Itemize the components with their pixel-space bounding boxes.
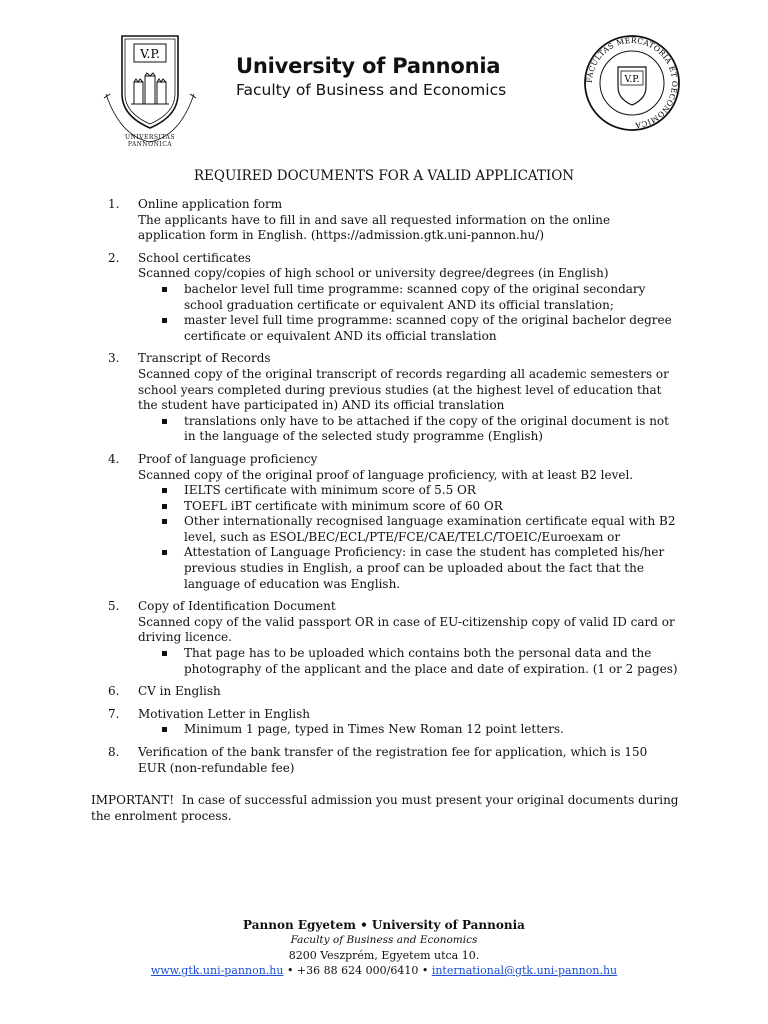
item-heading-line <box>138 707 678 723</box>
item-heading-line <box>138 351 678 367</box>
square-bullet-icon <box>162 488 167 493</box>
bullet-item <box>138 545 678 592</box>
bullet-item <box>138 414 678 445</box>
item-bullets <box>138 414 678 445</box>
requirements-list <box>108 197 678 783</box>
item-description: Scanned copy of the original proof of language proficiency, with at least B2 level. <box>138 467 634 482</box>
important-text-after: your original documents during the enrolment process. <box>91 793 679 823</box>
footer-institution: Pannon Egyetem • University of Pannonia <box>243 918 525 932</box>
footer <box>0 918 768 978</box>
item-heading-line <box>138 745 678 776</box>
item-heading-line <box>138 599 678 615</box>
item-number: 7. <box>108 706 120 721</box>
university-name: University of Pannonia <box>236 54 501 78</box>
list-item <box>108 197 678 244</box>
svg-text:V.P.: V.P. <box>140 47 160 61</box>
item-heading: Proof of language proficiency <box>138 451 318 466</box>
left-logo-motto: UNIVERSITAS PANNONICA <box>124 134 175 148</box>
item-heading-line <box>138 684 678 700</box>
item-heading: School certificates <box>138 250 251 265</box>
list-item <box>108 351 678 445</box>
list-item <box>108 251 678 345</box>
item-description: Scanned copy of the original transcript of records regarding all academic semesters or school years completed during previous studies (at the highest level of education that the student have participated in) AND its official translation <box>138 366 669 413</box>
bullet-item <box>138 313 678 344</box>
item-heading: Online application form <box>138 197 283 211</box>
item-heading: Verification of the bank transfer <box>138 745 334 759</box>
square-bullet-icon <box>162 651 167 656</box>
bullet-item <box>138 646 678 677</box>
important-note <box>91 793 691 824</box>
item-heading-line <box>138 251 678 267</box>
square-bullet-icon <box>162 550 167 555</box>
bullet-text: translations only have to be attached if the copy of the original document is not in the language of the selected study programme (English) <box>184 413 669 444</box>
important-text-before: In case of successful admission you <box>174 793 402 807</box>
item-number: 3. <box>108 351 120 366</box>
list-item <box>108 707 678 738</box>
bullet-item <box>138 282 678 313</box>
square-bullet-icon <box>162 287 167 292</box>
item-heading: CV in English <box>138 684 221 699</box>
bullet-text: That page has to be uploaded which contains both the personal data and the photography of the applicant and the place and date of expiration. (1 or 2 pages) <box>184 646 678 676</box>
list-item <box>108 452 678 592</box>
item-bullets <box>138 646 678 677</box>
item-bullets <box>138 722 678 738</box>
header <box>236 54 506 99</box>
bullet-text: Other internationally recognised language examination certificate equal with B2 level, such as ESOL/BEC/ECL/PTE/FCE/CAE/TELC/TOEIC/Euroexam or <box>184 514 676 544</box>
footer-faculty: Faculty of Business and Economics <box>290 934 478 946</box>
bullet-item <box>138 483 678 499</box>
square-bullet-icon <box>162 519 167 524</box>
bullet-text: bachelor level full time programme: scanned copy of the original secondary school graduation certificate or equivalent AND its official translation; <box>184 281 646 312</box>
list-item <box>108 684 678 700</box>
item-number: 1. <box>108 197 120 211</box>
item-heading: Transcript of Records <box>138 351 271 366</box>
item-heading-line <box>138 197 678 213</box>
important-label: IMPORTANT! <box>91 793 175 807</box>
svg-text:FACULTAS MERCATORIA ET OECONOM: FACULTAS MERCATORIA ET OECONOMICA <box>584 35 680 130</box>
item-description: The applicants have to fill in and save all requested information on the online application form in English. (https://admission.gtk.uni-pannon.hu/) <box>138 212 611 243</box>
item-number: 5. <box>108 599 120 614</box>
bullet-item <box>138 514 678 545</box>
faculty-name: Faculty of Business and Economics <box>236 81 507 99</box>
bullet-item <box>138 499 678 515</box>
svg-text:V.P.: V.P. <box>624 75 640 85</box>
item-number: 6. <box>108 684 120 699</box>
important-emphasis: must present <box>401 793 482 807</box>
bullet-item <box>138 722 678 738</box>
item-number: 4. <box>108 451 120 466</box>
item-number: 2. <box>108 250 120 265</box>
item-bullets <box>138 282 678 344</box>
bullet-text: TOEFL iBT certificate with minimum score of 60 OR <box>184 498 503 513</box>
square-bullet-icon <box>162 504 167 509</box>
item-heading: Motivation Letter in English <box>138 706 311 721</box>
square-bullet-icon <box>162 318 167 323</box>
footer-contacts <box>0 963 768 978</box>
item-inline-text: of the registration fee for application, which is 150 EUR (non-refundable fee) <box>138 745 648 775</box>
bullet-text: master level full time programme: scanned copy of the original bachelor degree certificate or equivalent AND its official translation <box>184 313 672 343</box>
list-item <box>108 745 678 776</box>
item-description: Scanned copy of the valid passport OR in case of EU-citizenship copy of valid ID card or driving licence. <box>138 614 675 645</box>
item-heading-line <box>138 452 678 468</box>
footer-address: 8200 Veszprém, Egyetem utca 10. <box>288 949 480 962</box>
square-bullet-icon <box>162 727 167 732</box>
item-description: Scanned copy/copies of high school or university degree/degrees (in English) <box>138 266 609 281</box>
footer-phone: • +36 88 624 000/6410 • <box>283 964 432 977</box>
item-number: 8. <box>108 745 120 759</box>
bullet-text: IELTS certificate with minimum score of 5.5 OR <box>184 483 476 498</box>
bullet-text: Minimum 1 page, typed in Times New Roman 12 point letters. <box>184 722 564 737</box>
university-shield-logo <box>100 32 200 147</box>
footer-website-link[interactable]: www.gtk.uni-pannon.hu <box>150 964 284 977</box>
footer-email-link[interactable]: international@gtk.uni-pannon.hu <box>431 964 618 977</box>
square-bullet-icon <box>162 419 167 424</box>
list-item <box>108 599 678 677</box>
faculty-seal-logo <box>582 33 682 133</box>
document-title: REQUIRED DOCUMENTS FOR A VALID APPLICATION <box>193 168 575 184</box>
item-heading: Copy of Identification Document <box>138 599 336 614</box>
bullet-text: Attestation of Language Proficiency: in case the student has completed his/her previous studies in English, a proof can be uploaded about the fact that the language of education was English. <box>184 545 665 591</box>
item-bullets <box>138 483 678 592</box>
